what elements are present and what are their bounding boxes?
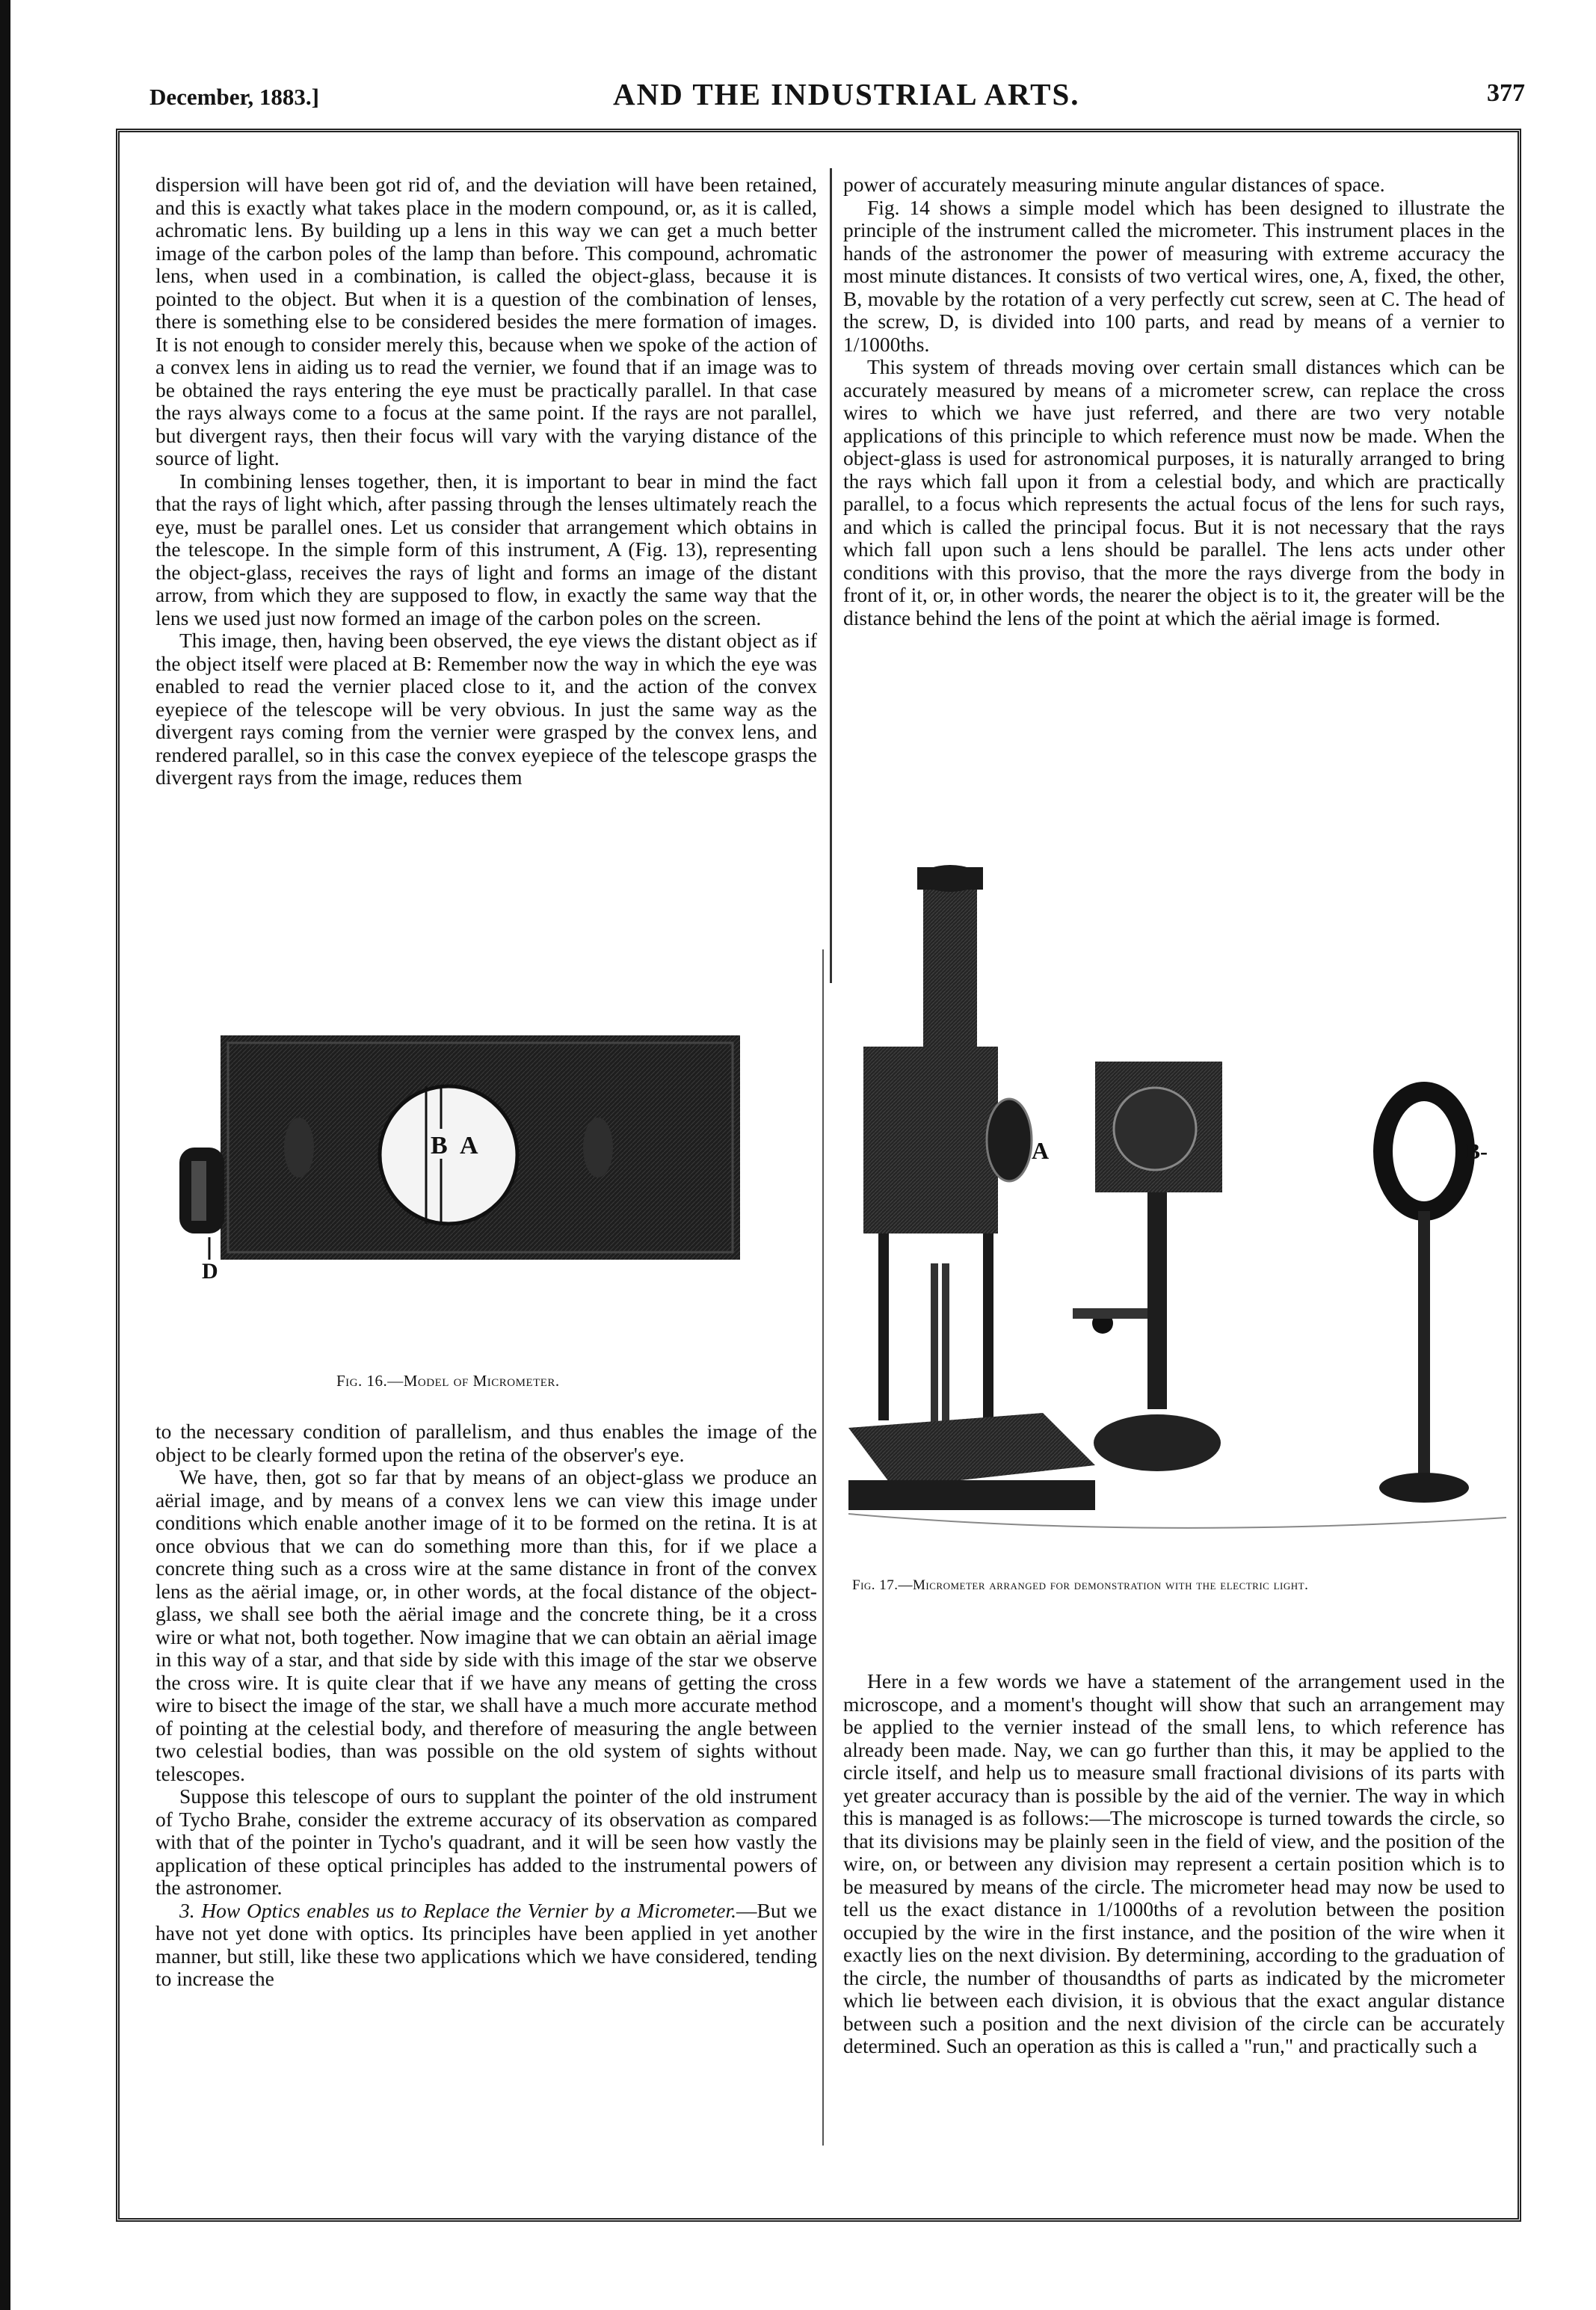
figure-17-label-b: B-	[1465, 1139, 1488, 1164]
figure-16-caption: Fig. 16.—Model of Micrometer.	[336, 1372, 560, 1390]
paragraph: dispersion will have been got rid of, and the deviation will have been retained, and this is exactly what takes place in the modern compound, or, as it is called, achromatic lens. By building up a lens in this way we can get a much better image of the carbon poles of the lamp than before. This compound, achromatic lens, when used in a combination, is called the object-glass, because it is pointed to the object. But when it is a question of the combination of lenses, there is something else to be considered besides the mere formation of images. It is not enough to consider merely this, because when we spoke of the action of a convex lens in aiding us to read the vernier, we found that if an image was to be obtained the rays entering the eye must be practically parallel. In that case the rays always come to a focus at the same point. If the rays are not parallel, but divergent rays, then their focus will vary with the varying distance of the source of light.	[155, 173, 817, 469]
figure-17-label-a: A	[1032, 1137, 1050, 1164]
paragraph: This system of threads moving over certain small distances which can be accurately measured by means of a micrometer screw, can replace the cross wires to which we have just referred, and there are two very notable applications of this principle to which reference must now be made. When the object-glass is used for astronomical purposes, it is naturally arranged to bring the rays which fall upon it from a celestial body, and which are practically parallel, to a focus which represents the actual focus of the lens for such rays, and which is called the principal focus. But it is not necessary that the rays which fall upon such a lens should be parallel. The lens acts under other conditions with this proviso, that the more the rays diverge from the body in front of it, or, in other words, the nearer the object is to it, the greater will be the distance behind the lens of the point at which the aërial image is formed.	[843, 355, 1505, 629]
left-column-bottom	[155, 1420, 817, 1991]
page-spine-edge	[0, 0, 10, 2310]
paragraph: power of accurately measuring minute angular distances of space.	[843, 173, 1385, 196]
paragraph: This image, then, having been observed, the eye views the distant object as if the object itself were placed at B: Remember now the way in which the eye was enabled to read the vernier placed close to it, and the action of the convex eyepiece of the telescope will be very obvious. In just the same way as the divergent rays coming from the vernier were grasped by the convex lens, and rendered parallel, so in this case the convex eyepiece of the telescope grasps the divergent rays from the image, reduces them	[155, 629, 817, 789]
figure-17-micrometer-demonstration	[848, 845, 1506, 1562]
left-column-top	[155, 173, 817, 789]
column-divider-bottom	[822, 949, 824, 2146]
figure-16-label-d: D	[202, 1259, 218, 1284]
section-heading: 3. How Optics enables us to Replace the Vernier by a Micrometer.	[179, 1898, 737, 1922]
figure-16-label-b: B	[431, 1132, 448, 1159]
figure-16-illustration	[179, 1035, 792, 1357]
right-column-top	[843, 173, 1505, 629]
header-title: AND THE INDUSTRIAL ARTS.	[613, 77, 1080, 111]
figure-16-label-a: A	[460, 1132, 478, 1159]
column-divider-top	[830, 168, 832, 983]
paragraph: In combining lenses together, then, it is important to bear in mind the fact that the rays of light which, after passing through the lenses ultimately reach the eye, must be parallel ones. Let us consider that arrangement which obtains in the telescope. In the simple form of this instrument, A (Fig. 13), representing the object-glass, receives the rays of light and forms an image of the distant arrow, from which they are supposed to flow, in exactly the same way that the lens we used just now formed an image of the carbon poles on the screen.	[155, 469, 817, 629]
header-date: December, 1883.]	[150, 84, 319, 110]
running-header	[150, 69, 1525, 121]
page-number: 377	[1487, 79, 1525, 107]
section-text: —But we have not yet done with optics. Its principles have been applied in yet another manner, but still, like these two applications which we have considered, tending to increase the	[155, 1898, 817, 1990]
figure-16-micrometer-model	[179, 1035, 792, 1357]
paragraph: Fig. 14 shows a simple model which has been designed to illustrate the principle of the instrument called the micrometer. This instrument places in the hands of the astronomer the power of measuring with extreme accuracy the most minute distances. It consists of two vertical wires, one, A, fixed, the other, B, movable by the rotation of a very perfectly cut screw, seen at C. The head of the screw, D, is divided into 100 parts, and read by means of a vernier to 1/1000ths.	[843, 195, 1505, 356]
section-paragraph	[155, 1900, 817, 1991]
figure-17-illustration	[848, 845, 1506, 1562]
paragraph: to the necessary condition of parallelism, and thus enables the image of the object to be clearly formed upon the retina of the observer's eye.	[155, 1420, 817, 1466]
figure-17-caption: Fig. 17.—Micrometer arranged for demonstration with the electric light.	[852, 1577, 1309, 1593]
paragraph: We have, then, got so far that by means of an object-glass we produce an aërial image, and by means of a convex lens we can view this image under conditions which enable another image of it to be formed on the retina. It is at once obvious that we can do something more than this, for if we place a concrete thing such as a cross wire at the same distance in front of the convex lens as the aërial image, or, in other words, at the focal distance of the object-glass, we shall see both the aërial image and the concrete thing, be it a cross wire or what not, both together. Now imagine that we can obtain an aërial image in this way of a star, and that side by side with this image of the star we observe the cross wire. It is quite clear that if we have any means of getting the cross wire to bisect the image of the star, we shall have a much more accurate method of pointing at the celestial body, and therefore of measuring the angle between two celestial bodies, than was possible on the old system of sights without telescopes.	[155, 1465, 817, 1785]
right-column-bottom	[843, 1670, 1505, 2058]
paragraph: Suppose this telescope of ours to supplant the pointer of the old instrument of Tycho Brahe, consider the extreme accuracy of its observation as compared with that of the pointer in Tycho's quadrant, and it will be seen how vastly the application of these optical principles has added to the instrumental powers of the astronomer.	[155, 1784, 817, 1899]
paragraph: Here in a few words we have a statement of the arrangement used in the microscope, and a moment's thought will show that such an arrangement may be applied to the vernier instead of the small lens, to which reference has already been made. Nay, we can go further than this, it may be applied to the circle itself, and help us to measure small fractional divisions of its parts with yet greater accuracy than is possible by the aid of the vernier. The way in which this is managed is as follows:—The microscope is turned towards the circle, so that its divisions may be plainly seen in the field of view, and the position of the wire, on, or between any division may represent a certain position which is to be measured by means of the circle. The micrometer head may now be used to tell us the exact distance in 1/1000ths of a revolution between the position occupied by the wire in the first instance, and the position of the wire when it exactly lies on the next division. By determining, according to the graduation of the circle, the number of thousandths of parts as indicated by the micrometer which lie between each division, it is obvious that the exact angular distance between such a position and the next division of the circle can be accurately determined. Such an operation as this is called a "run," and practically such a	[843, 1669, 1505, 2057]
